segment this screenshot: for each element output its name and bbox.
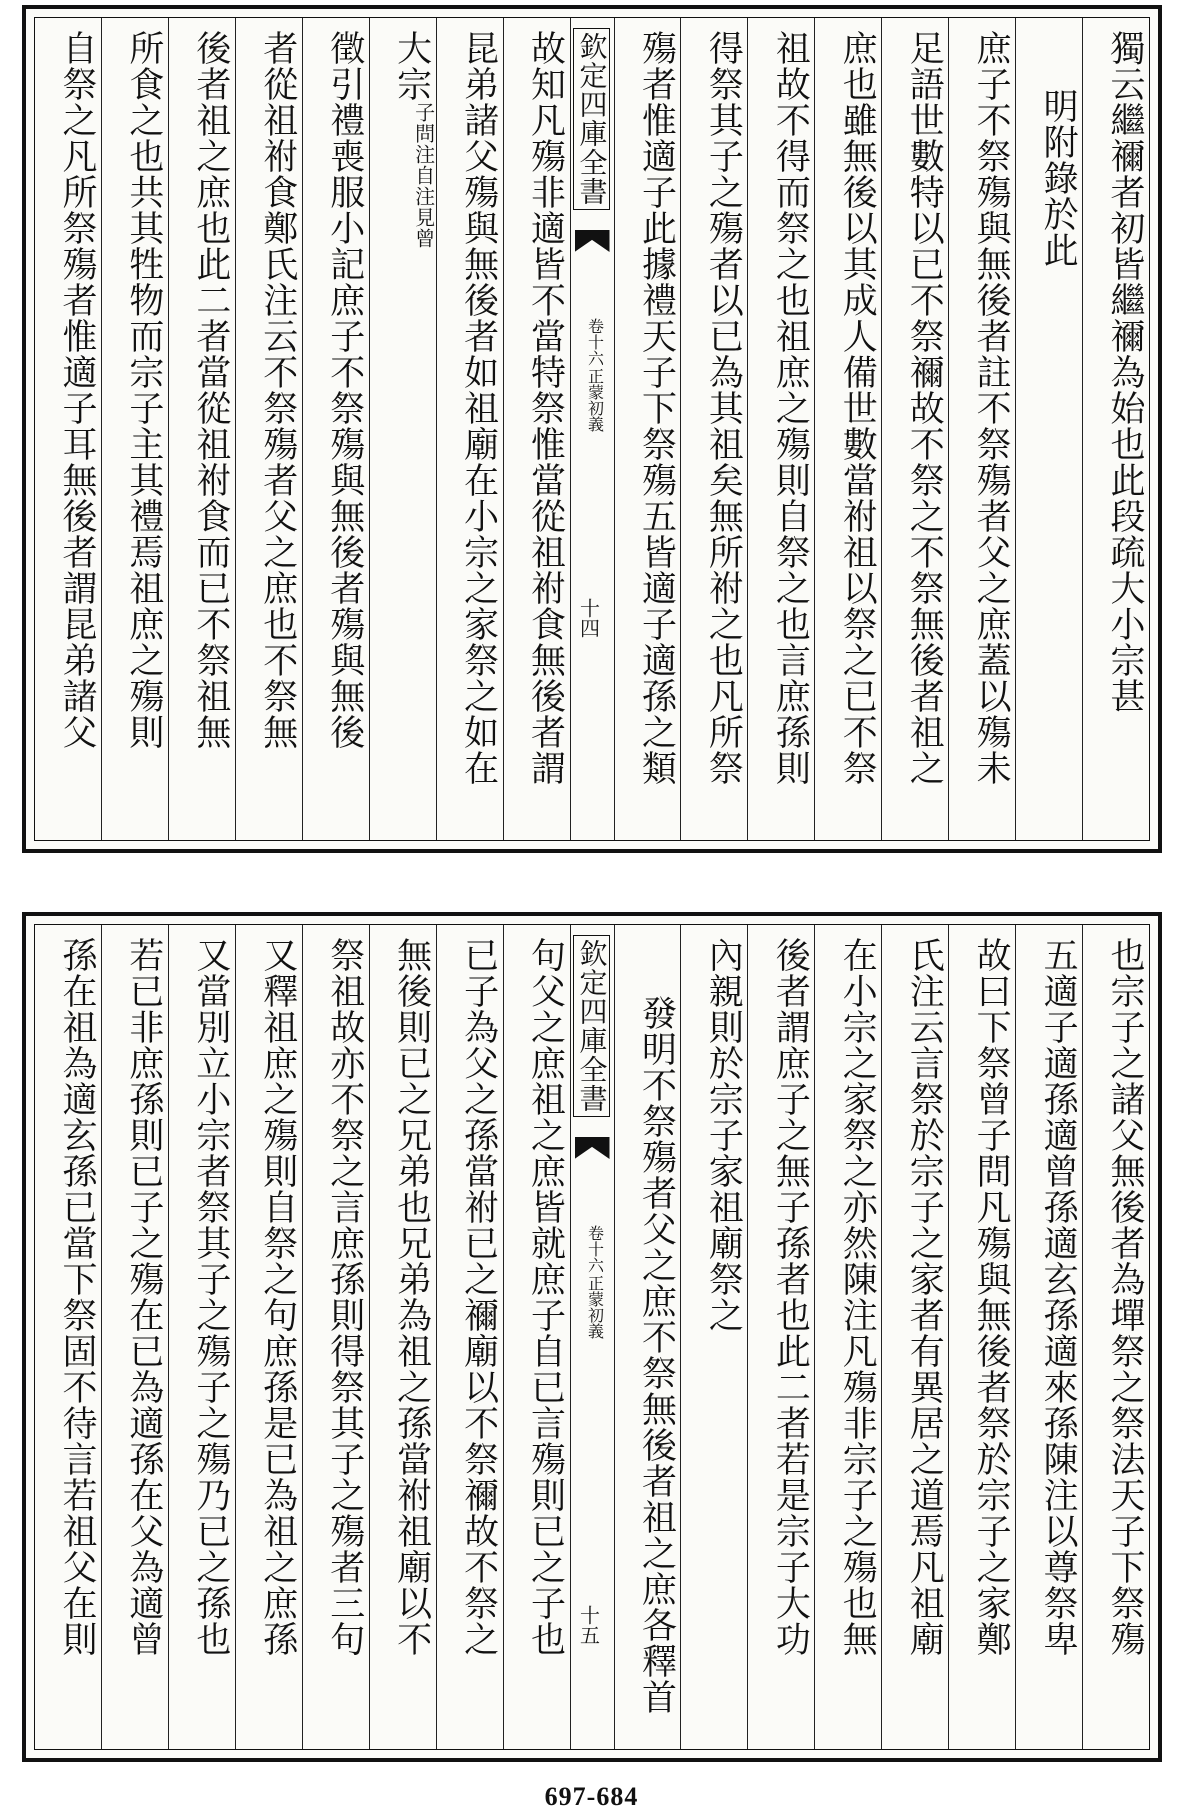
text-column: 徵引禮喪服小記庶子不祭殤與無後者殤與無後 <box>302 18 369 840</box>
work-title: 正蒙初義 <box>585 1275 605 1339</box>
text-column: 殤者惟適子此據禮天子下祭殤五皆適子適孫之類 <box>614 18 681 840</box>
work-meta <box>586 1225 604 1339</box>
text-column: 若已非庶孫則已子之殤在已為適孫在父為適曾 <box>101 925 168 1749</box>
top-page-frame <box>34 17 1150 841</box>
text-column: 孫在祖為適玄孫已當下祭固不待言若祖父在則 <box>56 937 97 1657</box>
interlinear-note <box>370 102 436 249</box>
book-title: 欽定四庫全書 <box>573 28 610 210</box>
top-page <box>22 5 1162 853</box>
text-column: 已子為父之孫當祔已之禰廟以不祭禰故不祭之 <box>436 925 503 1749</box>
text-column: 足語世數特以已不祭禰故不祭之不祭無後者祖之 <box>881 18 948 840</box>
bottom-page-frame <box>34 924 1150 1750</box>
note-line: 自注見曾 <box>411 165 436 249</box>
main-text: 大宗 <box>391 30 432 102</box>
center-fold-column <box>570 925 614 1749</box>
text-column: 得祭其子之殤者以已為其祖矣無所祔之也凡所祭 <box>680 18 747 840</box>
text-column: 獨云繼禰者初皆繼禰為始也此段疏大小宗甚 <box>1082 18 1149 840</box>
text-column: 故知凡殤非適皆不當特祭惟當從祖祔食無後者謂 <box>503 18 570 840</box>
page-reference-number: 697-684 <box>544 1782 639 1811</box>
text-column: 也宗子之諸父無後者為墠祭之祭法天子下祭殤 <box>1082 925 1149 1749</box>
fishtail-mark <box>575 1137 610 1159</box>
work-meta <box>586 318 604 432</box>
text-column: 後者祖之庶也此二者當從祖祔食而已不祭祖無 <box>168 18 235 840</box>
bottom-page <box>22 912 1162 1762</box>
text-column-with-note <box>369 18 436 840</box>
text-column: 庶也雖無後以其成人備世數當祔祖以祭之已不祭 <box>814 18 881 840</box>
text-column: 故曰下祭曾子問凡殤與無後者祭於宗子之家鄭 <box>948 925 1015 1749</box>
text-column: 祭祖故亦不祭之言庶孫則得祭其子之殤者三句 <box>302 925 369 1749</box>
text-column: 內親則於宗子家祖廟祭之 <box>680 925 747 1749</box>
text-column: 祖故不得而祭之也祖庶之殤則自祭之也言庶孫則 <box>747 18 814 840</box>
work-title: 正蒙初義 <box>585 368 605 432</box>
text-column: 明附錄於此 <box>1015 18 1082 840</box>
text-column: 又釋祖庶之殤則自祭之句庶孫是已為祖之庶孫 <box>235 925 302 1749</box>
leaf-number: 十四 <box>576 598 601 638</box>
text-column: 後者謂庶子之無子孫者也此二者若是宗子大功 <box>747 925 814 1749</box>
text-column: 又當別立小宗者祭其子之殤子之殤乃已之孫也 <box>168 925 235 1749</box>
volume-label: 卷十六 <box>585 318 605 366</box>
text-column: 昆弟諸父殤與無後者如祖廟在小宗之家祭之如在 <box>436 18 503 840</box>
text-column: 自祭之凡所祭殤者惟適子耳無後者謂昆弟諸父 <box>56 30 97 750</box>
text-column: 庶子不祭殤與無後者註不祭殤者父之庶蓋以殤未 <box>948 18 1015 840</box>
book-title: 欽定四庫全書 <box>573 935 610 1117</box>
center-fold-column <box>570 18 614 840</box>
text-column: 氏注云言祭於宗子之家者有異居之道焉凡祖廟 <box>881 925 948 1749</box>
text-column: 發明不祭殤者父之庶不祭無後者祖之庶各釋首 <box>614 925 681 1749</box>
text-column: 在小宗之家祭之亦然陳注凡殤非宗子之殤也無 <box>814 925 881 1749</box>
text-column: 無後則已之兄弟也兄弟為祖之孫當祔祖廟以不 <box>369 925 436 1749</box>
text-column: 者從祖祔食鄭氏注云不祭殤者父之庶也不祭無 <box>235 18 302 840</box>
volume-label: 卷十六 <box>585 1225 605 1273</box>
text-column: 所食之也共其牲物而宗子主其禮焉祖庶之殤則 <box>101 18 168 840</box>
text-column: 五適子適孫適曾孫適玄孫適來孫陳注以尊祭卑 <box>1015 925 1082 1749</box>
note-line: 子問注 <box>411 102 436 165</box>
leaf-number: 十五 <box>576 1605 601 1645</box>
text-column: 句父之庶祖之庶皆就庶子自已言殤則已之子也 <box>503 925 570 1749</box>
fishtail-mark <box>575 230 610 252</box>
